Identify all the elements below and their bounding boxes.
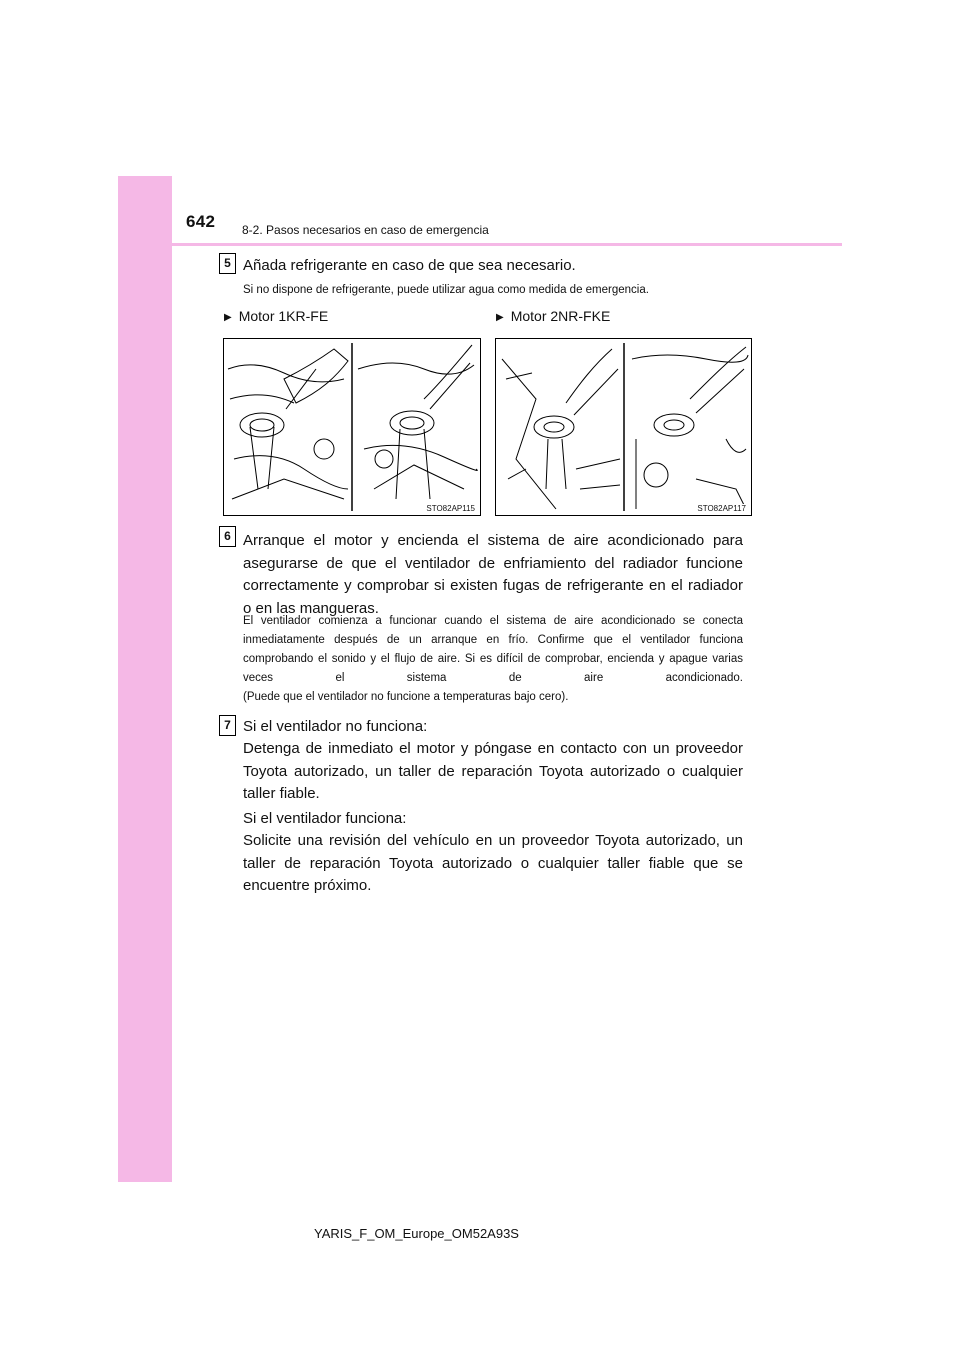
step-6-note: El ventilador comienza a funcionar cuando el sistema de aire acondicionado se conecta inmediatamente después de un arranque en frío. Confirme que el ventilador funciona comprobando el sonido y el flujo de aire. Si es difícil de comprobar, encienda y apague varias veces el sistema de aire acondicionado. [243, 615, 743, 684]
step-6-note-2: (Puede que el ventilador no funcione a temperaturas bajo cero). [243, 691, 569, 703]
figure-code-right: STO82AP117 [697, 504, 746, 513]
figure-code-left: STO82AP115 [426, 504, 475, 513]
step-5-note: Si no dispone de refrigerante, puede utilizar agua como medida de emergencia. [243, 284, 649, 296]
engine-label-right [496, 308, 610, 324]
step-5-text: Añada refrigerante en caso de que sea necesario. [243, 257, 576, 274]
page-number: 642 [186, 212, 216, 231]
step-badge-7: 7 [219, 715, 236, 736]
step-7-case-a-text: Detenga de inmediato el motor y póngase en contacto con un proveedor Toyota autorizado, un taller de reparación Toyota autorizado o cualquier taller fiable. [243, 740, 743, 802]
engine-label-right-text: Motor 2NR-FKE [510, 308, 611, 324]
engine-label-left-text: Motor 1KR-FE [238, 308, 329, 324]
illustration-2nr-fke [495, 338, 752, 516]
step-6-text: Arranque el motor y encienda el sistema de aire acondicionado para asegurarse de que el ventilador de enfriamiento del radiador funcione correctamente y comprobar si existen fugas de refrigerante en el radiador o en las mangueras. [243, 532, 743, 617]
triangle-right-icon: ▶ [224, 312, 232, 323]
step-7-case-a-title: Si el ventilador no funciona: [243, 718, 428, 735]
step-7-case-b-text: Solicite una revisión del vehículo en un proveedor Toyota autorizado, un taller de reparación Toyota autorizado o cualquier taller fiable que se encuentre próximo. [243, 832, 743, 894]
section-title: 8-2. Pasos necesarios en caso de emergencia [242, 223, 489, 237]
engine-bay-illustration [224, 339, 480, 515]
step-badge-6: 6 [219, 526, 236, 547]
step-badge-5: 5 [219, 253, 236, 274]
triangle-right-icon: ▶ [496, 312, 504, 323]
document-code: YARIS_F_OM_Europe_OM52A93S [314, 1226, 519, 1241]
illustration-1kr-fe [223, 338, 481, 516]
engine-bay-illustration [496, 339, 751, 515]
engine-label-left [224, 308, 328, 324]
header-rule [172, 243, 842, 246]
chapter-sidebar-tab [118, 176, 172, 1182]
step-7-case-b-title: Si el ventilador funciona: [243, 810, 407, 827]
